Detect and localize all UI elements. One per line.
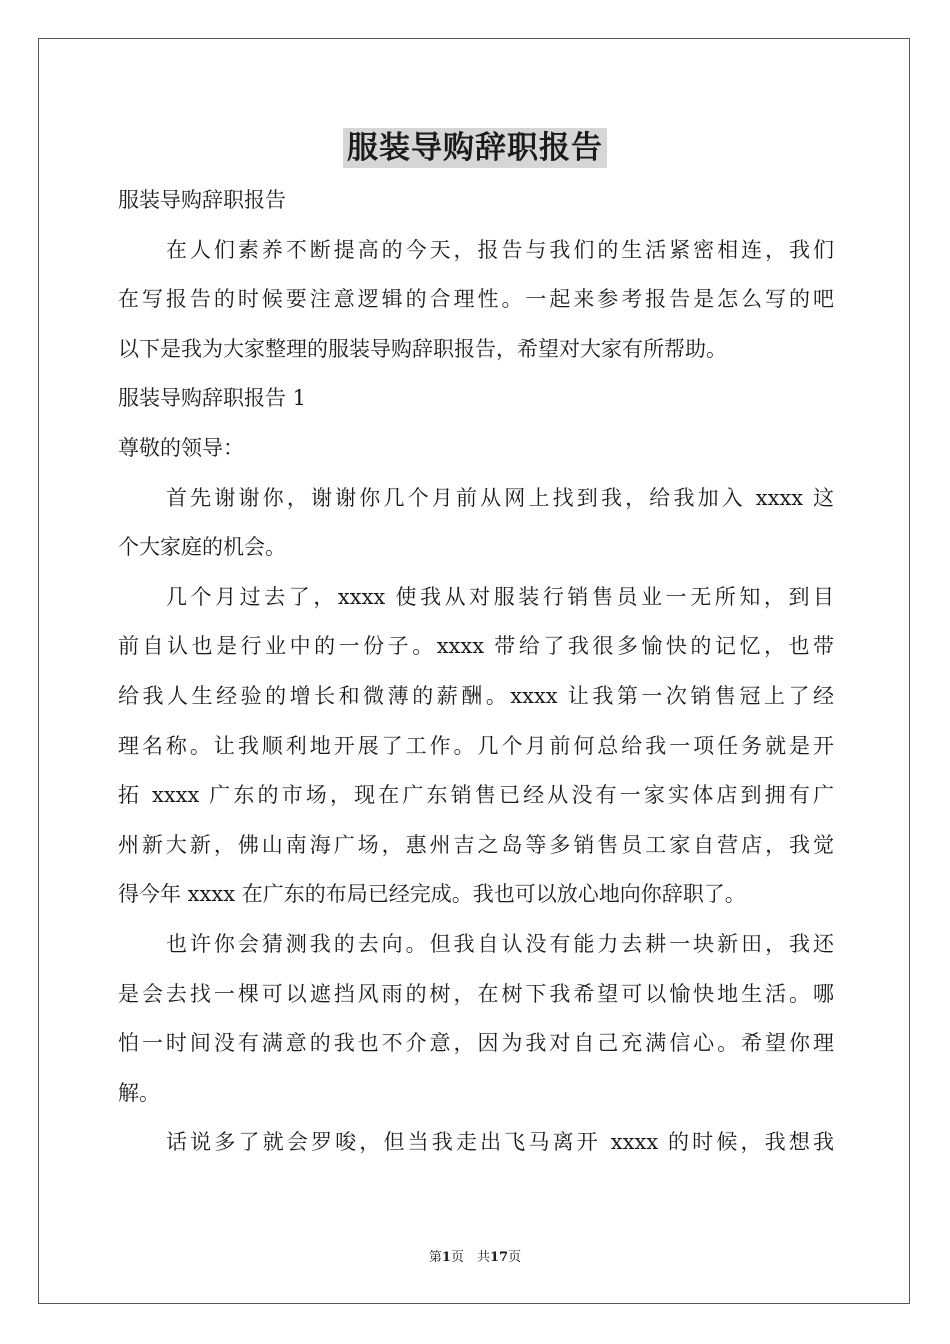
- page-footer: [0, 1248, 950, 1268]
- text-line: 也许你会猜测我的去向。但我自认没有能力去耕一块新田，我还: [166, 931, 834, 956]
- text-line: 以下是我为大家整理的服装导购辞职报告，希望对大家有所帮助。: [118, 336, 727, 361]
- text-line: 怕一时间没有满意的我也不介意，因为我对自己充满信心。希望你理: [118, 1031, 834, 1056]
- text-line: 几个月过去了，xxxx 使我从对服装行销售员业一无所知，到目: [166, 584, 834, 609]
- text-line: 得今年 xxxx 在广东的布局已经完成。我也可以放心地向你辞职了。: [118, 882, 746, 907]
- text-line: 理名称。让我顺利地开展了工作。几个月前何总给我一项任务就是开: [118, 733, 834, 758]
- text-line: 在写报告的时候要注意逻辑的合理性。一起来参考报告是怎么写的吧: [118, 287, 834, 312]
- total-page-count: 17: [489, 1250, 509, 1265]
- footer-mid: 页 共: [450, 1250, 490, 1265]
- text-line: 是会去找一棵可以遮挡风雨的树，在树下我希望可以愉快地生活。哪: [118, 981, 834, 1006]
- text-line: 拓 xxxx 广东的市场，现在广东销售已经从没有一家实体店到拥有广: [118, 783, 834, 808]
- text-line: 首先谢谢你，谢谢你几个月前从网上找到我，给我加入 xxxx 这: [166, 485, 834, 510]
- text-line: 州新大新，佛山南海广场，惠州吉之岛等多销售员工家自营店，我觉: [118, 832, 834, 857]
- text-line: 个大家庭的机会。: [118, 535, 286, 560]
- text-line: 话说多了就会罗唆，但当我走出飞马离开 xxxx 的时候，我想我: [166, 1130, 834, 1155]
- footer-suffix: 页: [508, 1250, 522, 1265]
- text-line: 服装导购辞职报告 1: [118, 386, 307, 411]
- title-container: [0, 128, 950, 168]
- text-line: 解。: [118, 1080, 160, 1105]
- document-body: [118, 176, 834, 1168]
- text-line: 给我人生经验的增长和微薄的薪酬。xxxx 让我第一次销售冠上了经: [118, 683, 834, 708]
- document-title: 服装导购辞职报告: [343, 128, 607, 168]
- text-line: 在人们素养不断提高的今天，报告与我们的生活紧密相连，我们: [166, 237, 834, 262]
- current-page-number: 1: [441, 1250, 451, 1265]
- text-line: 服装导购辞职报告: [118, 188, 286, 212]
- text-line: 前自认也是行业中的一份子。xxxx 带给了我很多愉快的记忆，也带: [118, 634, 834, 659]
- text-line: 尊敬的领导：: [118, 435, 244, 460]
- footer-prefix: 第: [428, 1250, 442, 1265]
